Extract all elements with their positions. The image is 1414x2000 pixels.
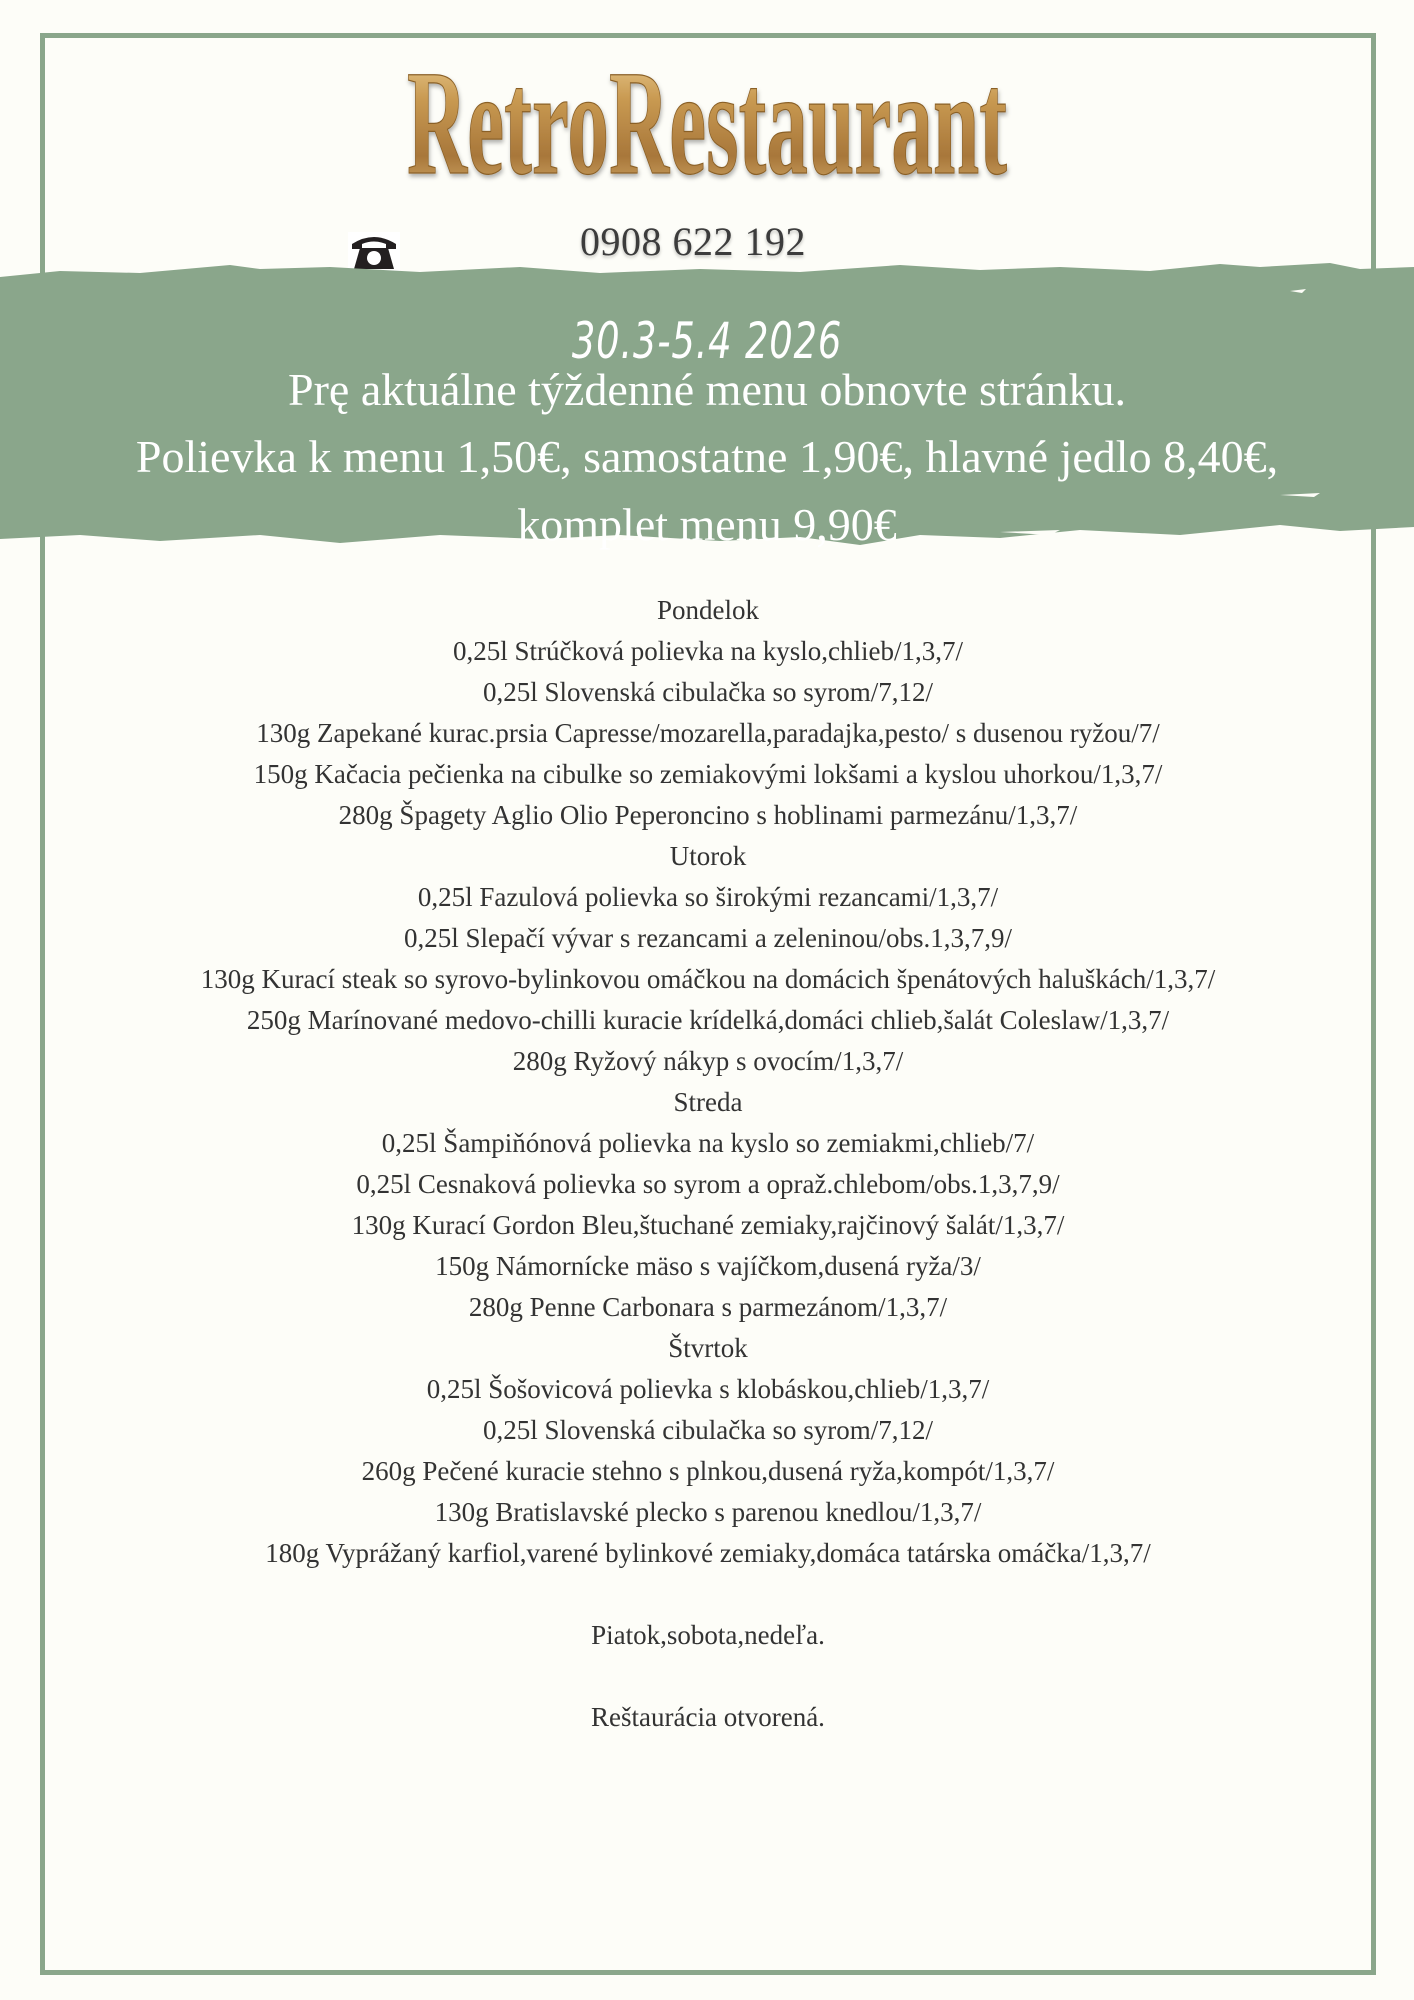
menu-item: 0,25l Slovenská cibulačka so syrom/7,12/ xyxy=(483,677,933,707)
menu-item: 150g Kačacia pečienka na cibulke so zemiakovými lokšami a kyslou uhorkou/1,3,7/ xyxy=(253,759,1163,789)
logo-text: RetroRestaurant xyxy=(407,40,1008,206)
menu-item: 280g Penne Carbonara s parmezánom/1,3,7/ xyxy=(468,1292,948,1322)
day-heading-thursday: Štvrtok xyxy=(668,1333,748,1363)
day-heading-wednesday: Streda xyxy=(673,1087,743,1117)
menu-item: 260g Pečené kuracie stehno s plnkou,dusená ryža,kompót/1,3,7/ xyxy=(361,1456,1055,1486)
restaurant-logo xyxy=(0,28,1414,206)
combo-price: komplet menu 9,90€ xyxy=(517,499,897,550)
menu-item: 0,25l Slepačí vývar s rezancami a zeleninou/obs.1,3,7,9/ xyxy=(403,923,1013,953)
menu-item: 130g Zapekané kurac.prsia Capresse/mozarella,paradajka,pesto/ s dusenou ryžou/7/ xyxy=(256,718,1160,748)
menu-item: 0,25l Strúčková polievka na kyslo,chlieb/1,3,7/ xyxy=(453,636,963,666)
spacer xyxy=(40,1656,1376,1697)
logo-graphic xyxy=(387,28,1027,206)
menu-item: 150g Námornícke mäso s vajíčkom,dusená ryža/3/ xyxy=(435,1251,981,1281)
menu-item: 0,25l Slovenská cibulačka so syrom/7,12/ xyxy=(483,1415,933,1445)
open-note: Reštaurácia otvorená. xyxy=(591,1702,825,1732)
menu-item: 130g Kurací steak so syrovo-bylinkovou omáčkou na domácich špenátových haluškách/1,3,7/ xyxy=(200,964,1216,994)
menu-item: 280g Špagety Aglio Olio Peperoncino s hoblinami parmezánu/1,3,7/ xyxy=(338,800,1078,830)
menu-item: 130g Kurací Gordon Bleu,štuchané zemiaky,rajčinový šalát/1,3,7/ xyxy=(351,1210,1065,1240)
spacer xyxy=(40,1574,1376,1615)
menu-item: 0,25l Šošovicová polievka s klobáskou,chlieb/1,3,7/ xyxy=(426,1374,990,1404)
weekly-menu xyxy=(40,590,1376,1738)
weekend-note: Piatok,sobota,nedeľa. xyxy=(591,1620,825,1650)
menu-item: 0,25l Cesnaková polievka so syrom a opraž.chlebom/obs.1,3,7,9/ xyxy=(356,1169,1060,1199)
phone-number-text: 0908 622 192 xyxy=(580,219,806,264)
menu-item: 280g Ryžový nákyp s ovocím/1,3,7/ xyxy=(512,1046,904,1076)
price-banner xyxy=(0,255,1414,570)
menu-item: 250g Marínované medovo-chilli kuracie krídelká,domáci chlieb,šalát Coleslaw/1,3,7/ xyxy=(246,1005,1170,1035)
menu-item: 180g Vyprážaný karfiol,varené bylinkové zemiaky,domáca tatárska omáčka/1,3,7/ xyxy=(265,1538,1151,1568)
menu-date-range: 30.3-5.4 2026 xyxy=(571,312,843,370)
day-heading-monday: Pondelok xyxy=(656,595,759,625)
refresh-notice: Prę aktuálne týždenné menu obnovte stránku. xyxy=(288,364,1126,415)
menu-item: 0,25l Šampiňónová polievka na kyslo so zemiakmi,chlieb/7/ xyxy=(381,1128,1035,1158)
menu-item: 0,25l Fazulová polievka so širokými rezancami/1,3,7/ xyxy=(417,882,999,912)
menu-item: 130g Bratislavské plecko s parenou knedlou/1,3,7/ xyxy=(434,1497,982,1527)
day-heading-tuesday: Utorok xyxy=(669,841,747,871)
soup-prices: Polievka k menu 1,50€, samostatne 1,90€, hlavné jedlo 8,40€, xyxy=(135,431,1279,482)
